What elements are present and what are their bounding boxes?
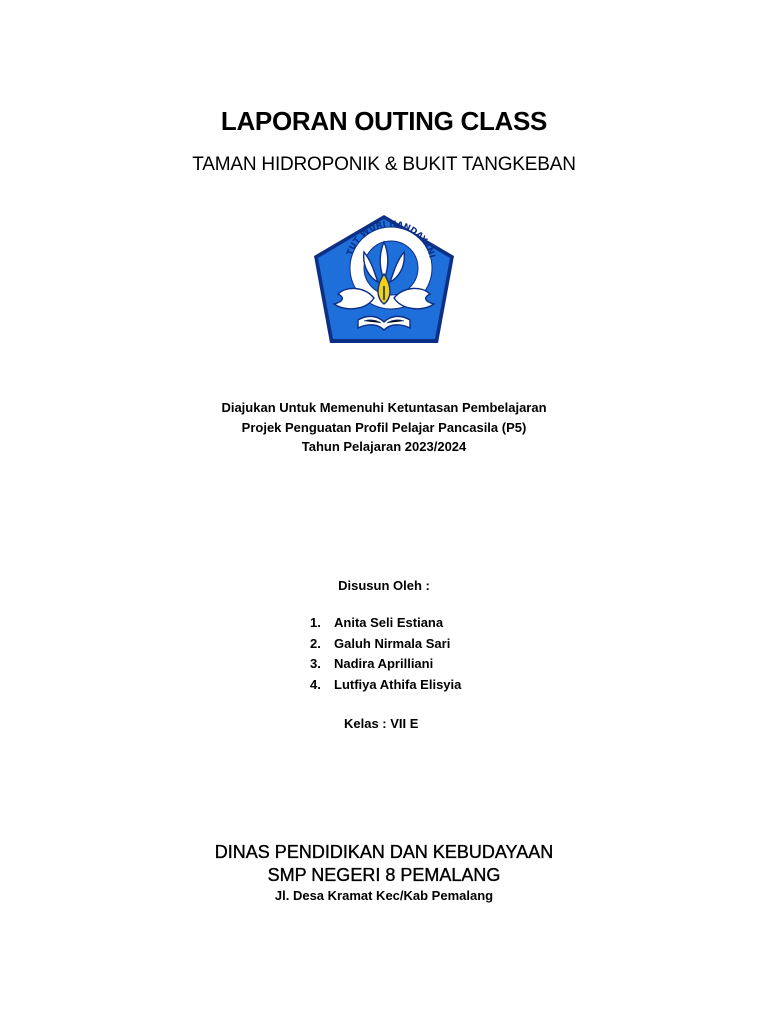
report-title: LAPORAN OUTING CLASS [220, 106, 548, 136]
class-line: Kelas : VII E [344, 716, 419, 731]
author-number: 1. [310, 615, 321, 630]
organization-name: DINAS PENDIDIKAN DAN KEBUDAYAAN [214, 842, 554, 862]
report-subtitle: TAMAN HIDROPONIK & BUKIT TANGKEBAN [192, 154, 576, 175]
list-item [310, 675, 461, 696]
author-name: Nadira Aprilliani [334, 656, 434, 671]
school-name: SMP NEGERI 8 PEMALANG [267, 865, 501, 885]
logo-motto: TUT WURI HANDAYANI [345, 219, 437, 260]
purpose-line-2: Projek Penguatan Profil Pelajar Pancasila (P5) [241, 419, 527, 435]
list-item [310, 613, 461, 634]
purpose-line-1: Diajukan Untuk Memenuhi Ketuntasan Pembelajaran [221, 400, 547, 415]
author-list [310, 613, 461, 695]
author-number: 3. [310, 656, 321, 671]
purpose-line-3: Tahun Pelajaran 2023/2024 [301, 439, 467, 454]
author-name: Galuh Nirmala Sari [334, 635, 451, 651]
school-address: Jl. Desa Kramat Kec/Kab Pemalang [274, 888, 494, 903]
tut-wuri-handayani-logo [312, 212, 456, 348]
author-name: Lutfiya Athifa Elisyia [334, 676, 462, 692]
list-item [310, 654, 461, 675]
purpose-statement [0, 398, 768, 457]
authored-by-label: Disusun Oleh : [338, 578, 430, 593]
list-item [310, 634, 461, 655]
author-number: 4. [310, 676, 321, 692]
author-number: 2. [310, 635, 321, 651]
author-name: Anita Seli Estiana [334, 615, 444, 630]
